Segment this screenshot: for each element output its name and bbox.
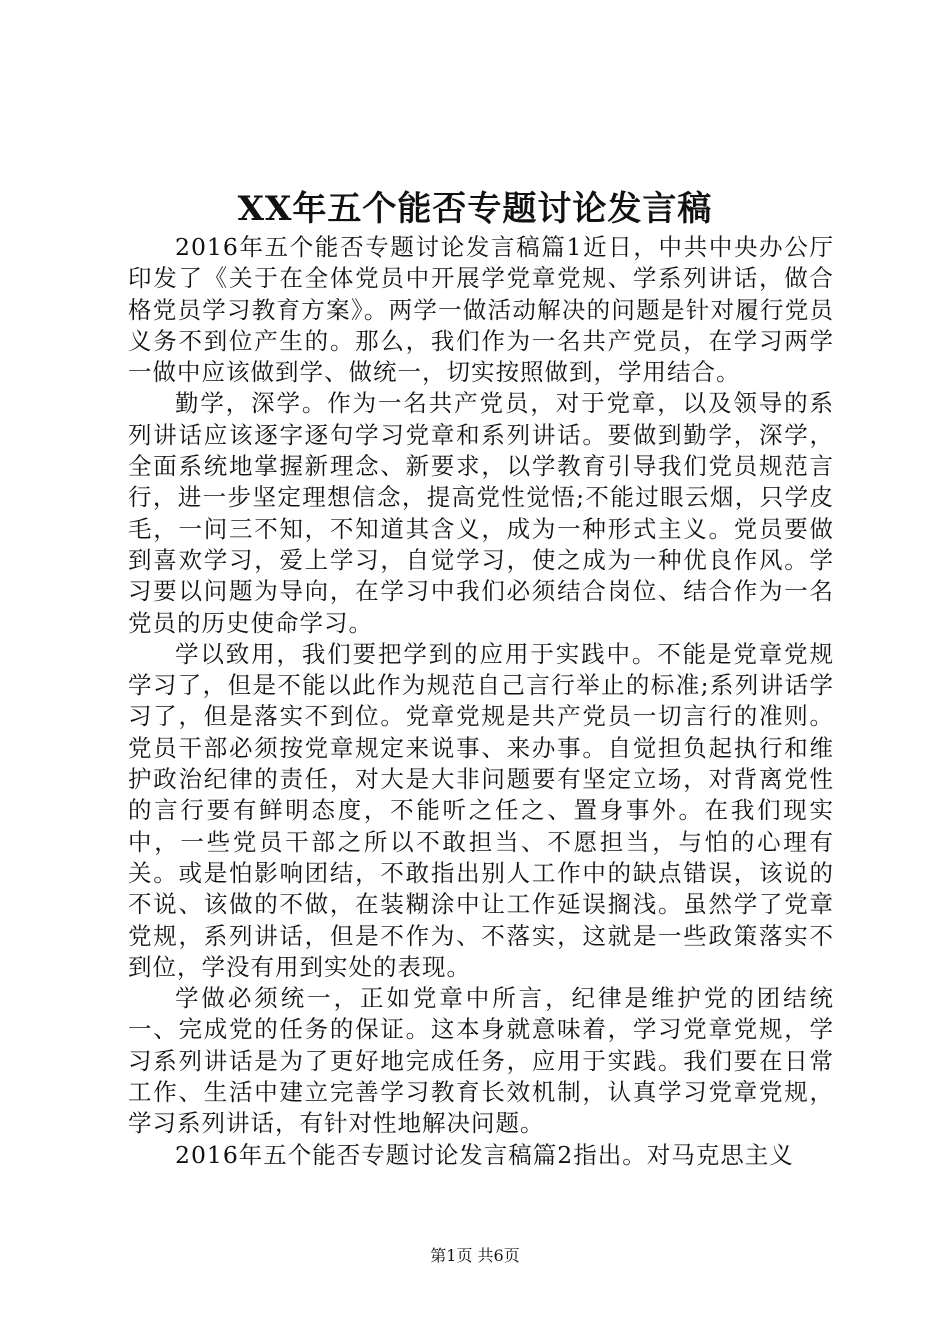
paragraph: 2016年五个能否专题讨论发言稿篇2指出。对马克思主义 <box>175 1140 794 1169</box>
paragraph: 学以致用，我们要把学到的应用于实践中。不能是党章党规学习了，但是不能以此作为规范自己言行举止的标准;系列讲话学习了，但是落实不到位。党章党规是共产党员一切言行的准则。党员干部必须按党章规定来说事、来办事。自觉担负起执行和维护政治纪律的责任，对大是大非问题要有坚定立场，对背离党性的言行要有鲜明态度，不能听之任之、置身事外。在我们现实中，一些党员干部之所以不敢担当、不愿担当，与怕的心理有关。或是怕影响团结，不敢指出别人工作中的缺点错误，该说的不说、该做的不做，在装糊涂中让工作延误搁浅。虽然学了党章党规，系列讲话，但是不作为、不落实，这就是一些政策落实不到位，学没有用到实处的表现。 <box>128 639 834 981</box>
page-footer: 第1页 共6页 <box>430 1246 520 1265</box>
document-body <box>128 232 834 1171</box>
page-title: XX年五个能否专题讨论发言稿 <box>237 189 713 229</box>
paragraph: 学做必须统一，正如党章中所言，纪律是维护党的团结统一、完成党的任务的保证。这本身就意味着，学习党章党规，学习系列讲话是为了更好地完成任务，应用于实践。我们要在日常工作、生活中建立完善学习教育长效机制，认真学习党章党规，学习系列讲话，有针对性地解决问题。 <box>128 984 834 1138</box>
paragraph: 勤学，深学。作为一名共产党员，对于党章，以及领导的系列讲话应该逐字逐句学习党章和系列讲话。要做到勤学，深学，全面系统地掌握新理念、新要求，以学教育引导我们党员规范言行，进一步坚定理想信念，提高党性觉悟;不能过眼云烟，只学皮毛，一问三不知，不知道其含义，成为一种形式主义。党员要做到喜欢学习，爱上学习，自觉学习，使之成为一种优良作风。学习要以问题为导向，在学习中我们必须结合岗位、结合作为一名党员的历史使命学习。 <box>128 389 834 637</box>
paragraph: 2016年五个能否专题讨论发言稿篇1近日，中共中央办公厅印发了《关于在全体党员中开展学党章党规、学系列讲话，做合格党员学习教育方案》。两学一做活动解决的问题是针对履行党员义务不到位产生的。那么，我们作为一名共产党员，在学习两学一做中应该做到学、做统一，切实按照做到，学用结合。 <box>128 233 834 387</box>
